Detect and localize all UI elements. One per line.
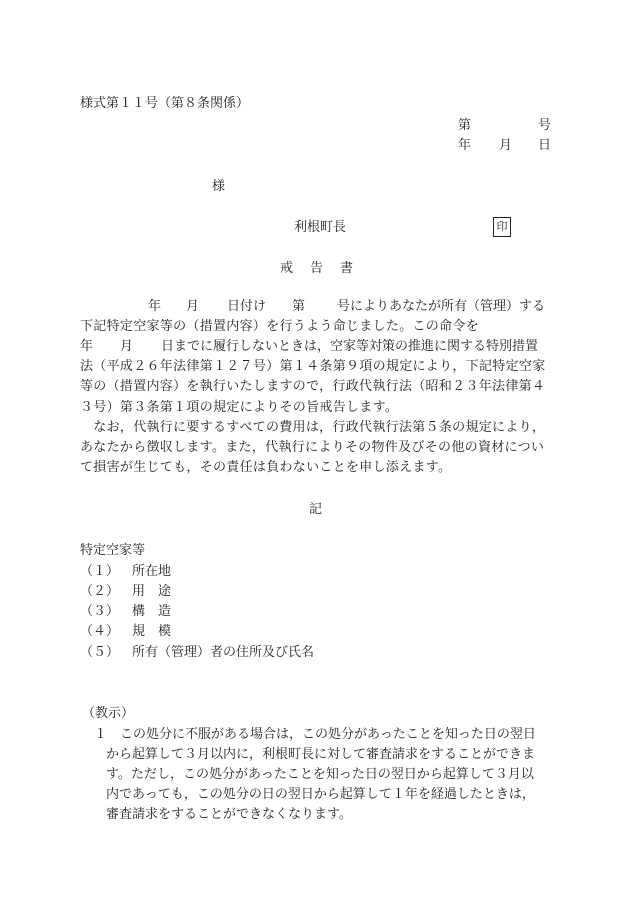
property-item-label: 所有（管理）者の住所及び氏名: [132, 645, 315, 660]
body-line3-month: 月: [120, 339, 134, 354]
form-number: 様式第１１号（第８条関係）: [80, 96, 250, 111]
body-line5: 等の（措置内容）を執行いたしますので，行政代執行法（昭和２３年法律第４: [80, 379, 546, 394]
doc-number-suffix: 号: [538, 118, 552, 133]
document-title: 戒 告 書: [280, 261, 356, 276]
body-line2: 下記特定空家等の（措置内容）を行うよう命じました。この命令を: [80, 319, 480, 334]
body-line6: ３号）第３条第１項の規定によりその旨戒告します。: [80, 400, 399, 415]
date-day-label: 日: [538, 138, 552, 153]
body-line9: て損害が生じても，その責任は負わないことを申し添えます。: [80, 460, 452, 475]
property-item-number: （３）: [80, 604, 120, 619]
body-line4: 法（平成２６年法律第１２７号）第１４条第９項の規定により，下記特定空家: [80, 359, 546, 374]
addressee-honorific: 様: [212, 179, 226, 194]
property-heading: 特定空家等: [80, 543, 146, 558]
doc-number-prefix: 第: [458, 118, 472, 133]
property-item-number: （５）: [80, 645, 120, 660]
body-line1-day: 日付け: [227, 299, 267, 314]
sender-title: 利根町長: [294, 220, 347, 235]
instruction-line1: １ この処分に不服がある場合は，この処分があったことを知った日の翌日: [94, 727, 536, 742]
property-item-label: 規 模: [132, 624, 172, 639]
seal-mark: 印: [493, 217, 511, 237]
body-line1-number-prefix: 第: [292, 299, 306, 314]
property-item-label: 構 造: [132, 604, 172, 619]
date-month-label: 月: [499, 138, 513, 153]
body-line7: なお，代執行に要するすべての費用は，行政代執行法第５条の規定により，: [80, 420, 546, 435]
body-line8: あなたから徴収します。また，代執行によりその物件及びその他の資材につい: [80, 440, 545, 455]
date-year-label: 年: [458, 138, 472, 153]
instruction-line3: す。ただし，この処分があったことを知った日の翌日から起算して３月以: [106, 767, 534, 782]
instruction-line2: から起算して３月以内に，利根町長に対して審査請求をすることができま: [106, 747, 536, 762]
body-line1-month: 月: [186, 299, 200, 314]
body-line3-year: 年: [80, 339, 94, 354]
property-item-number: （１）: [80, 564, 120, 579]
property-item-label: 所在地: [132, 564, 172, 579]
instruction-line4: 内であっても，この処分の日の翌日から起算して１年を経過したときは，: [106, 787, 535, 802]
body-line3-rest: 日までに履行しないときは，空家等対策の推進に関する特別措置: [161, 339, 539, 354]
instruction-heading: （教示）: [82, 706, 135, 721]
property-item-number: （２）: [80, 584, 120, 599]
body-line1-year: 年: [148, 299, 162, 314]
instruction-line5: 審査請求をすることができなくなります。: [106, 807, 352, 822]
ki-heading: 記: [309, 502, 323, 517]
property-item-label: 用 途: [132, 584, 172, 599]
property-item-number: （４）: [80, 624, 120, 639]
body-line1-rest: 号によりあなたが所有（管理）する: [337, 299, 546, 314]
